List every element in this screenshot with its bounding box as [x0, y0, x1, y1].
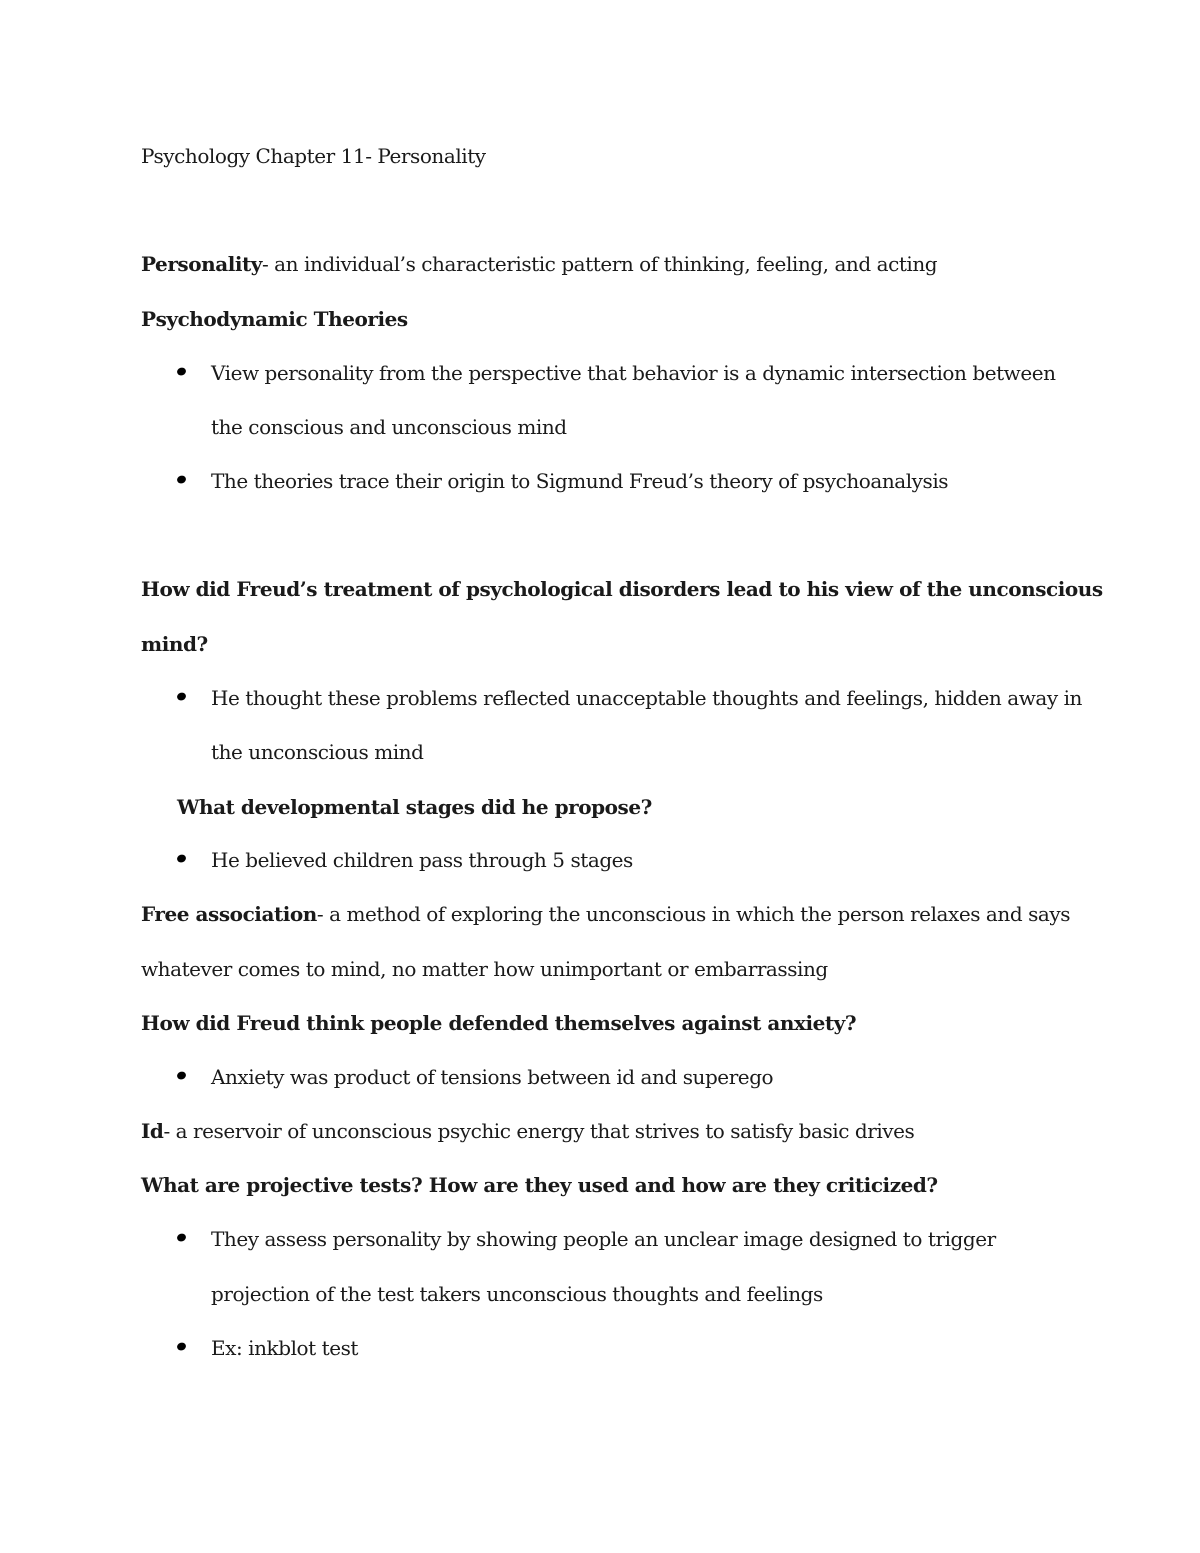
- id-definition-text: - a reservoir of unconscious psychic energy that strives to satisfy basic drives: [163, 1119, 915, 1143]
- bullet-icon: [176, 691, 187, 701]
- bullet-icon: [176, 366, 187, 376]
- question-developmental-stages: What developmental stages did he propose?: [177, 795, 652, 819]
- personality-definition-text: - an individual’s characteristic pattern of thinking, feeling, and acting: [261, 252, 938, 276]
- question-projective-tests: What are projective tests? How are they used and how are they criticized?: [141, 1173, 938, 1197]
- id-definition: [141, 1118, 914, 1144]
- list-item-continuation: the conscious and unconscious mind: [211, 415, 567, 439]
- bullet-icon: [176, 1070, 187, 1080]
- term-free-association: Free association: [141, 902, 317, 926]
- bullet-icon: [176, 1341, 187, 1351]
- list-item: Ex: inkblot test: [211, 1336, 358, 1360]
- list-item: The theories trace their origin to Sigmund Freud’s theory of psychoanalysis: [211, 469, 949, 493]
- list-item-continuation: the unconscious mind: [211, 740, 424, 764]
- list-item: View personality from the perspective that behavior is a dynamic intersection between: [211, 361, 1056, 385]
- question-anxiety-defense: How did Freud think people defended themselves against anxiety?: [141, 1011, 857, 1035]
- free-association-definition: [141, 901, 1070, 927]
- personality-definition: [141, 251, 937, 277]
- term-personality: Personality: [141, 252, 262, 276]
- list-item: He believed children pass through 5 stages: [211, 848, 633, 872]
- list-item: Anxiety was product of tensions between id and superego: [211, 1065, 774, 1089]
- term-id: Id: [141, 1119, 164, 1143]
- free-association-definition-continuation: whatever comes to mind, no matter how unimportant or embarrassing: [141, 957, 828, 981]
- question-freud-treatment: How did Freud’s treatment of psychological disorders lead to his view of the unconscious: [141, 577, 1103, 601]
- bullet-icon: [176, 1232, 187, 1242]
- section-heading-psychodynamic: Psychodynamic Theories: [141, 307, 408, 331]
- bullet-icon: [176, 853, 187, 863]
- list-item: They assess personality by showing people an unclear image designed to trigger: [211, 1227, 996, 1251]
- list-item-continuation: projection of the test takers unconscious thoughts and feelings: [211, 1282, 823, 1306]
- bullet-icon: [176, 474, 187, 484]
- document-title: Psychology Chapter 11- Personality: [141, 144, 486, 168]
- question-freud-treatment-continuation: mind?: [141, 632, 208, 656]
- free-association-definition-text: - a method of exploring the unconscious in which the person relaxes and says: [316, 902, 1071, 926]
- list-item: He thought these problems reflected unacceptable thoughts and feelings, hidden away in: [211, 686, 1082, 710]
